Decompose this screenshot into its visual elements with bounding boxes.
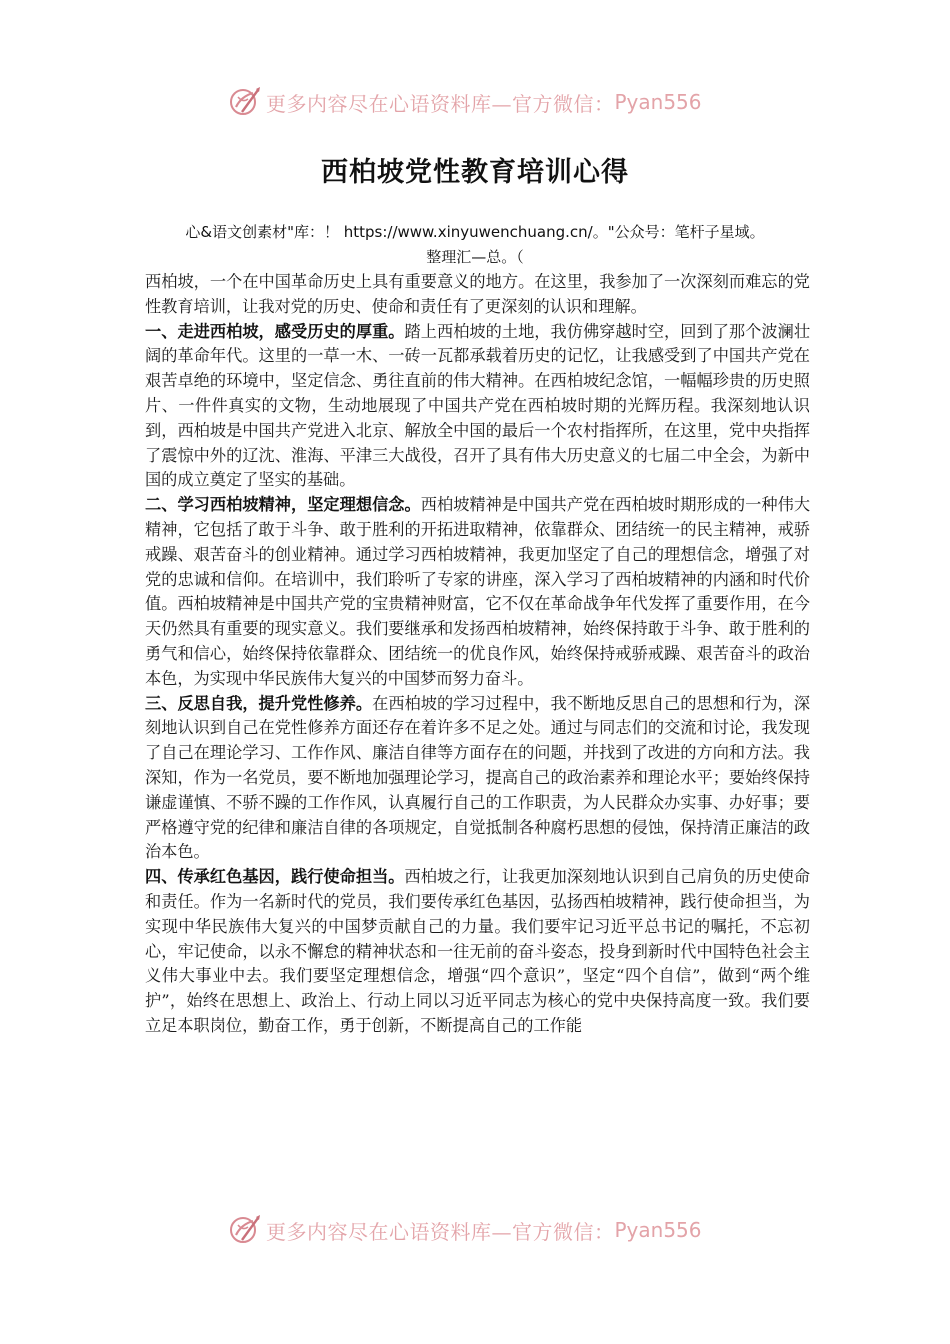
section-paragraph-1 — [145, 320, 810, 494]
pen-seal-logo-icon — [228, 1213, 262, 1247]
document-title: 西柏坡党性教育培训心得 — [321, 157, 629, 188]
pen-seal-logo-icon — [228, 85, 262, 119]
source-line-1: 心&语文创素材"库：！ https://www.xinyuwenchuang.cn/。"公众号：笔杆子星域。 — [185, 223, 765, 241]
banner-wechat-handle: Pyan556 — [614, 1218, 702, 1242]
header-watermark-banner — [228, 82, 728, 122]
section-paragraph-3 — [145, 692, 810, 866]
section-text-4: 西柏坡之行，让我更加深刻地认识到自己肩负的历史使命和责任。作为一名新时代的党员，我们要传承红色基因，弘扬西柏坡精神，践行使命担当，为实现中华民族伟大复兴的中国梦贡献自己的力量。我们要牢记习近平总书记的嘱托，不忘初心，牢记使命，以永不懈怠的精神状态和一往无前的奋斗姿态，投身到新时代中国特色社会主义伟大事业中去。我们要坚定理想信念，增强“四个意识”，坚定“四个自信”，做到“两个维护”，始终在思想上、政治上、行动上同以习近平同志为核心的党中央保持高度一致。我们要立足本职岗位，勤奋工作，勇于创新，不断提高自己的工作能 — [145, 867, 811, 1035]
banner-text: 更多内容尽在心语资料库—官方微信： — [266, 1219, 615, 1244]
document-body — [145, 270, 810, 1039]
section-heading-3: 三、反思自我，提升党性修养。 — [145, 693, 373, 713]
section-text-2: 西柏坡精神是中国共产党在西柏坡时期形成的一种伟大精神，它包括了敢于斗争、敢于胜利的开拓进取精神，依靠群众、团结统一的民主精神，戒骄戒躁、艰苦奋斗的创业精神。通过学习西柏坡精神，我更加坚定了自己的理想信念，增强了对党的忠诚和信仰。在培训中，我们聆听了专家的讲座，深入学习了西柏坡精神的内涵和时代价值。西柏坡精神是中国共产党的宝贵精神财富，它不仅在革命战争年代发挥了重要作用，在今天仍然具有重要的现实意义。我们要继承和发扬西柏坡精神，始终保持敢于斗争、敢于胜利的勇气和信心，始终保持依靠群众、团结统一的优良作风，始终保持戒骄戒躁、艰苦奋斗的政治本色，为实现中华民族伟大复兴的中国梦而努力奋斗。 — [145, 495, 811, 688]
section-heading-4: 四、传承红色基因，践行使命担当。 — [145, 867, 405, 887]
section-paragraph-2 — [145, 493, 810, 691]
source-note — [130, 220, 820, 270]
banner-wechat-handle: Pyan556 — [614, 90, 702, 114]
section-paragraph-4 — [145, 865, 810, 1039]
source-line-2: 整理汇—总。（ — [426, 248, 524, 266]
footer-watermark-banner — [228, 1210, 728, 1250]
section-heading-2: 二、学习西柏坡精神，坚定理想信念。 — [145, 495, 421, 515]
banner-text: 更多内容尽在心语资料库—官方微信： — [266, 91, 615, 116]
section-heading-1: 一、走进西柏坡，感受历史的厚重。 — [145, 321, 405, 341]
section-text-3: 在西柏坡的学习过程中，我不断地反思自己的思想和行为，深刻地认识到自己在党性修养方面还存在着许多不足之处。通过与同志们的交流和讨论，我发现了自己在理论学习、工作作风、廉洁自律等方面存在的问题，并找到了改进的方向和方法。我深知，作为一名党员，要不断地加强理论学习，提高自己的政治素养和理论水平；要始终保持谦虚谨慎、不骄不躁的工作作风，认真履行自己的工作职责，为人民群众办实事、办好事；要严格遵守党的纪律和廉洁自律的各项规定，自觉抵制各种腐朽思想的侵蚀，保持清正廉洁的政治本色。 — [145, 693, 811, 862]
section-text-1: 踏上西柏坡的土地，我仿佛穿越时空，回到了那个波澜壮阔的革命年代。这里的一草一木、一砖一瓦都承载着历史的记忆，让我感受到了中国共产党在艰苦卓绝的环境中，坚定信念、勇往直前的伟大精神。在西柏坡纪念馆，一幅幅珍贵的历史照片、一件件真实的文物，生动地展现了中国共产党在西柏坡时期的光辉历程。我深刻地认识到，西柏坡是中国共产党进入北京、解放全中国的最后一个农村指挥所，在这里，党中央指挥了震惊中外的辽沈、淮海、平津三大战役，召开了具有伟大历史意义的七届二中全会，为新中国的成立奠定了坚实的基础。 — [145, 321, 811, 490]
intro-paragraph: 西柏坡，一个在中国革命历史上具有重要意义的地方。在这里，我参加了一次深刻而难忘的党性教育培训，让我对党的历史、使命和责任有了更深刻的认识和理解。 — [145, 272, 810, 316]
